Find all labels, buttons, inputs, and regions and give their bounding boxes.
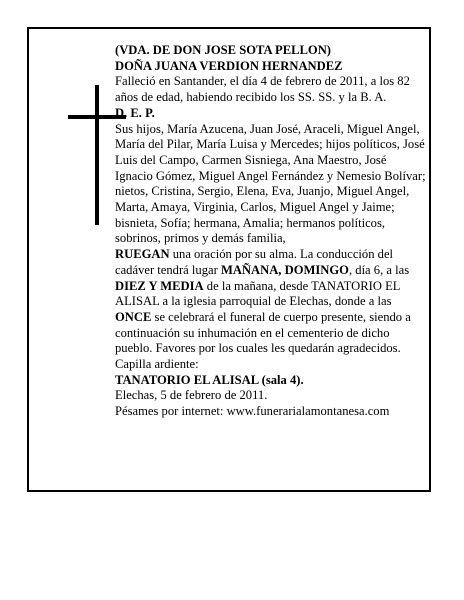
place-date: Elechas, 5 de febrero de 2011.	[115, 388, 268, 403]
ceremony-details	[115, 247, 426, 373]
chapel-location: TANATORIO EL ALISAL (sala 4).	[115, 372, 304, 387]
ceremony-day: MAÑANA, DOMINGO	[220, 262, 349, 277]
obituary-text	[115, 43, 426, 420]
cross-icon	[95, 85, 99, 225]
dep-line: D. E. P.	[115, 105, 155, 120]
ceremony-text-3: de la mañana, desde TANATORIO EL ALISAL a la iglesia parroquial de Elechas, donde a las	[115, 278, 400, 309]
widow-of-line: (VDA. DE DON JOSE SOTA PELLON)	[115, 43, 331, 57]
deceased-name: DOÑA JUANA VERDION HERNANDEZ	[115, 58, 343, 73]
ceremony-text-4: se celebrará el funeral de cuerpo presente, siendo a continuación su inhumación en el cementerio de dicho pueblo. Favores por los cuales les quedarán agradecidos. Capilla ardiente:	[115, 309, 411, 372]
family-list: Sus hijos, María Azucena, Juan José, Araceli, Miguel Angel, María del Pilar, María Luisa y Mercedes; hijos políticos, José Luis del Campo, Carmen Sisniega, Ana Maestro, José Ignacio Gómez, Miguel Angel Fernández y Nemesio Bolívar; nietos, Cristina, Sergio, Elena, Eva, Juanjo, Miguel Angel, Marta, Amaya, Virginia, Carlos, Miguel Angel y Jaime; bisnieta, Sofía; hermana, Amalia; hermanos políticos, sobrinos, primos y demás familia,	[115, 121, 426, 246]
ruegan-word: RUEGAN	[115, 247, 170, 262]
death-details: Falleció en Santander, el día 4 de febrero de 2011, a los 82 años de edad, habiendo recibido los SS. SS. y la B. A.	[115, 74, 410, 105]
ceremony-text-1: una oración por su alma. La conducción del cadáver tendrá lugar	[115, 247, 394, 277]
funeral-time: ONCE	[115, 309, 152, 324]
ceremony-text-2: , día 6, a las	[348, 262, 410, 277]
condolences-line: Pésames por internet: www.funerarialamontanesa.com	[115, 404, 390, 419]
ceremony-time: DIEZ Y MEDIA	[115, 278, 204, 293]
